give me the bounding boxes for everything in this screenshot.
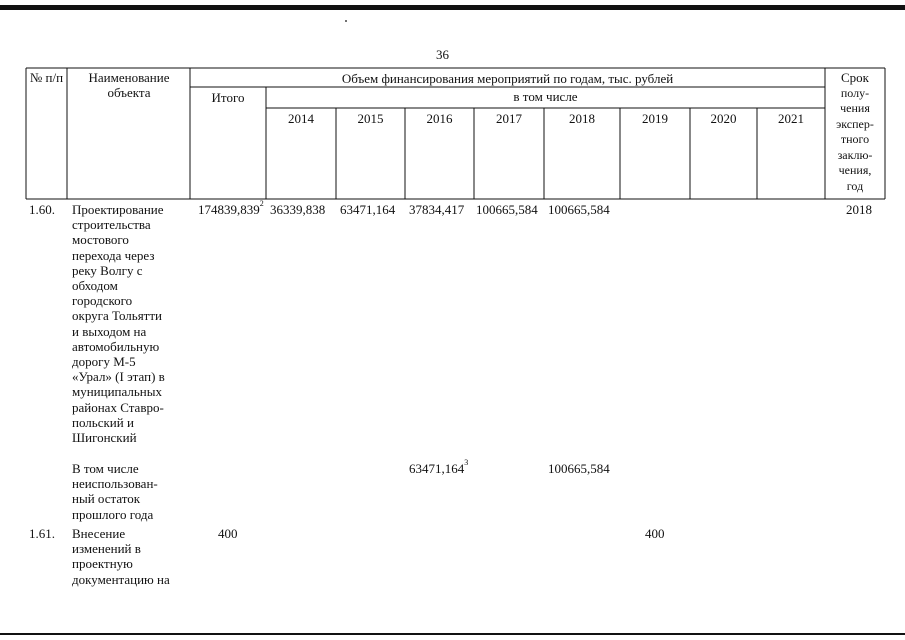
row-number: 1.61. <box>29 526 55 541</box>
header-year-2021: 2021 <box>778 111 804 126</box>
name-line: перехода через <box>72 247 155 263</box>
cell-2018: 100665,584 <box>548 202 610 217</box>
header-term-line: год <box>846 178 864 193</box>
cell-total: 400 <box>218 526 238 541</box>
header-total: Итого <box>211 90 245 105</box>
name-line: строительства <box>72 217 151 233</box>
header-no: № п/п <box>29 70 64 85</box>
name-line: Шигонский <box>72 430 137 446</box>
cell-2017: 100665,584 <box>476 202 538 217</box>
name-line: прошлого года <box>72 506 154 522</box>
row-name <box>72 461 194 522</box>
row-name <box>72 202 194 445</box>
header-year-2014: 2014 <box>288 111 314 126</box>
name-line: документацию на <box>72 571 170 587</box>
header-year-2015: 2015 <box>357 111 384 126</box>
header-term-line: тного <box>840 132 870 146</box>
header-term-line: полу- <box>840 85 870 100</box>
row-name <box>72 526 194 587</box>
name-line: изменений в <box>72 541 141 557</box>
name-line: округа Тольятти <box>72 308 163 324</box>
row-number: 1.60. <box>29 202 55 217</box>
header-name: Наименование объекта <box>88 70 170 100</box>
name-line: муниципальных <box>72 384 163 400</box>
cell-2015: 63471,164 <box>340 202 396 217</box>
header-financing: Объем финансирования мероприятий по годам, тыс. рублей <box>341 71 674 86</box>
header-including: в том числе <box>513 89 578 104</box>
header-year-2020: 2020 <box>710 111 737 126</box>
cell-2016: 37834,417 <box>409 202 465 217</box>
name-line: В том числе <box>72 461 139 476</box>
header-term-line: экспер- <box>836 116 874 131</box>
name-line: ный остаток <box>72 491 141 507</box>
cell-2016 <box>409 458 469 477</box>
header-term <box>826 70 884 194</box>
name-line: и выходом на <box>72 323 147 339</box>
name-line: польский и <box>72 414 134 430</box>
page-number: 36 <box>436 47 449 62</box>
header-term-line: чения, <box>838 163 872 177</box>
cell-2019: 400 <box>645 526 665 541</box>
name-line: районах Ставро- <box>72 399 164 415</box>
cell-2014: 36339,838 <box>270 202 326 217</box>
footnote-marker: 2 <box>259 199 264 208</box>
header-year-2017: 2017 <box>496 111 522 126</box>
cell-term: 2018 <box>846 202 872 217</box>
name-line: автомобильную <box>72 338 160 354</box>
name-line: Внесение <box>72 526 126 541</box>
name-line: реку Волгу с <box>72 262 143 278</box>
header-term-line: заклю- <box>837 147 873 162</box>
name-line: Проектирование <box>72 202 164 217</box>
cell-2016-value: 63471,164 <box>409 461 465 476</box>
bottom-border-line <box>0 633 905 635</box>
cell-total-value: 174839,839 <box>198 202 260 217</box>
header-term-line: Срок <box>841 70 869 85</box>
name-line: городского <box>72 293 133 309</box>
name-line: обходом <box>72 278 118 294</box>
name-line: неиспользован- <box>72 476 158 492</box>
header-year-2019: 2019 <box>642 111 668 126</box>
header-term-line: чения <box>840 101 870 115</box>
name-line: дорогу М-5 <box>72 354 136 370</box>
name-line: «Урал» (I этап) в <box>72 369 165 385</box>
name-line: проектную <box>72 556 133 572</box>
header-year-2018: 2018 <box>569 111 595 126</box>
name-line: мостового <box>72 232 129 248</box>
cell-2018: 100665,584 <box>548 461 610 476</box>
header-year-2016: 2016 <box>426 111 453 126</box>
footnote-marker: 3 <box>464 458 469 467</box>
cell-total <box>198 199 264 218</box>
